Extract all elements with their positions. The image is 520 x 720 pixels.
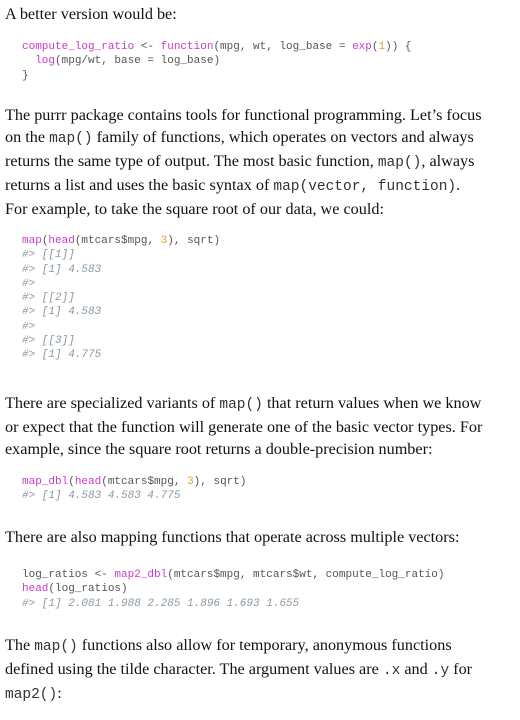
paragraph-text: For example, to take the square root of our data, we could: (5, 200, 384, 218)
code-output-line: #> [1] 4.583 (22, 306, 102, 319)
paragraph-line (5, 416, 517, 438)
code-output-line: #> [1] 4.775 (22, 349, 102, 362)
code-function-name: head (22, 583, 49, 596)
paragraph-line (5, 634, 517, 658)
paragraph-text: . (456, 176, 461, 194)
paragraph-text: The purrr package contains tools for functional programming. Let’s focus (5, 106, 482, 124)
paragraph-text: on the (5, 128, 50, 146)
paragraph-anonymous-functions (5, 634, 517, 706)
paragraph-text: example, since the square root returns a double-precision number: (5, 440, 433, 458)
code-block-map-dbl (22, 475, 517, 504)
code-text: (mtcars$mpg, (101, 476, 188, 488)
paragraph-line (5, 104, 517, 126)
code-text: } (22, 69, 29, 82)
paragraph-line (5, 682, 517, 706)
paragraph-text: The (5, 636, 35, 654)
inline-code: map() (34, 639, 78, 655)
code-output-line: #> [1] 2.081 1.988 2.285 1.896 1.693 1.655 (22, 597, 300, 610)
inline-code: map() (377, 155, 422, 171)
code-function-name: head (48, 235, 75, 247)
paragraph-purrr (5, 104, 517, 220)
code-block-map-example (22, 234, 517, 363)
code-indent (22, 55, 35, 67)
code-text: (mtcars$mpg, (74, 235, 161, 247)
code-output-line: #> [[3]] (22, 335, 75, 348)
paragraph-line (5, 150, 517, 174)
code-text: (mtcars$mpg, mtcars$wt, compute_log_ratio) (167, 569, 445, 581)
paragraph-text: , always (421, 152, 475, 170)
paragraph-text: that return values when we know (262, 394, 482, 412)
code-number: 1 (378, 41, 386, 53)
paragraph-text: family of functions, which operates on vectors and always (92, 128, 474, 146)
inline-code: .y (431, 663, 450, 679)
paragraph-line (5, 392, 517, 416)
paragraph-text: or expect that the function will generate one of the basic vector types. For (5, 418, 483, 436)
paragraph-text: There are specialized variants of (5, 394, 220, 412)
paragraph-text: for (449, 660, 473, 678)
code-text: (mpg, wt, log_base = (213, 41, 353, 53)
code-function-name: exp (352, 41, 372, 53)
code-text: <- (134, 41, 161, 53)
code-line (22, 568, 517, 582)
code-line (22, 54, 517, 68)
code-block-map2-dbl (22, 568, 517, 611)
code-text: ), sqrt) (193, 476, 247, 488)
paragraph-text: functions also allow for temporary, anonymous functions (77, 636, 452, 654)
paragraph-text: : (57, 684, 62, 702)
code-output-line: #> (22, 277, 36, 290)
code-function-name: map_dbl (22, 476, 69, 488)
code-line (22, 40, 517, 54)
code-text: (log_ratios) (48, 583, 128, 596)
code-function-name: map2_dbl (114, 569, 168, 581)
code-text: )) { (385, 41, 412, 53)
code-line (22, 582, 517, 596)
paragraph-multiple-vectors: There are also mapping functions that operate across multiple vectors: (5, 528, 460, 546)
inline-code: map() (49, 131, 93, 147)
code-keyword: function (160, 41, 214, 53)
intro-text: A better version would be: (5, 5, 177, 23)
code-number: 3 (160, 235, 168, 247)
paragraph-line (5, 198, 517, 220)
paragraph-line (5, 174, 517, 198)
code-text: ( (68, 476, 75, 488)
code-text: (mpg/wt, base = log_base) (55, 55, 221, 68)
paragraph-text: defined using the tilde character. The argument values are (5, 660, 383, 678)
paragraph-text: and (400, 660, 432, 678)
code-text: ( (41, 235, 49, 247)
code-output-line: #> [[1]] (22, 249, 75, 262)
code-line (22, 234, 517, 248)
paragraph-line (5, 126, 517, 150)
code-function-name: head (74, 476, 102, 488)
code-output-line: #> [1] 4.583 4.583 4.775 (22, 490, 181, 503)
inline-code: .x (382, 663, 401, 679)
code-text: log_ratios <- (22, 569, 115, 581)
code-line (22, 475, 517, 489)
inline-code: map() (219, 397, 263, 413)
code-text: ), sqrt) (167, 235, 221, 247)
paragraph-text: returns the same type of output. The most basic function, (5, 152, 378, 170)
inline-code: map2() (5, 687, 58, 703)
code-line (22, 69, 517, 83)
paragraph-line (5, 658, 517, 682)
paragraph-text: returns a list and uses the basic syntax of (5, 176, 274, 194)
paragraph-line (5, 438, 517, 460)
code-text: ( (371, 41, 379, 53)
inline-code: map(vector, function) (273, 179, 457, 195)
code-block-compute-log-ratio (22, 40, 517, 83)
paragraph-specialized-variants (5, 392, 517, 460)
code-function-name: log (35, 55, 56, 68)
code-output-line: #> [1] 4.583 (22, 263, 102, 276)
code-output-line: #> (22, 320, 36, 333)
code-function-name: map (22, 235, 42, 247)
code-output-line: #> [[2]] (22, 292, 75, 305)
code-number: 3 (187, 476, 194, 488)
code-function-name: compute_log_ratio (22, 41, 135, 53)
